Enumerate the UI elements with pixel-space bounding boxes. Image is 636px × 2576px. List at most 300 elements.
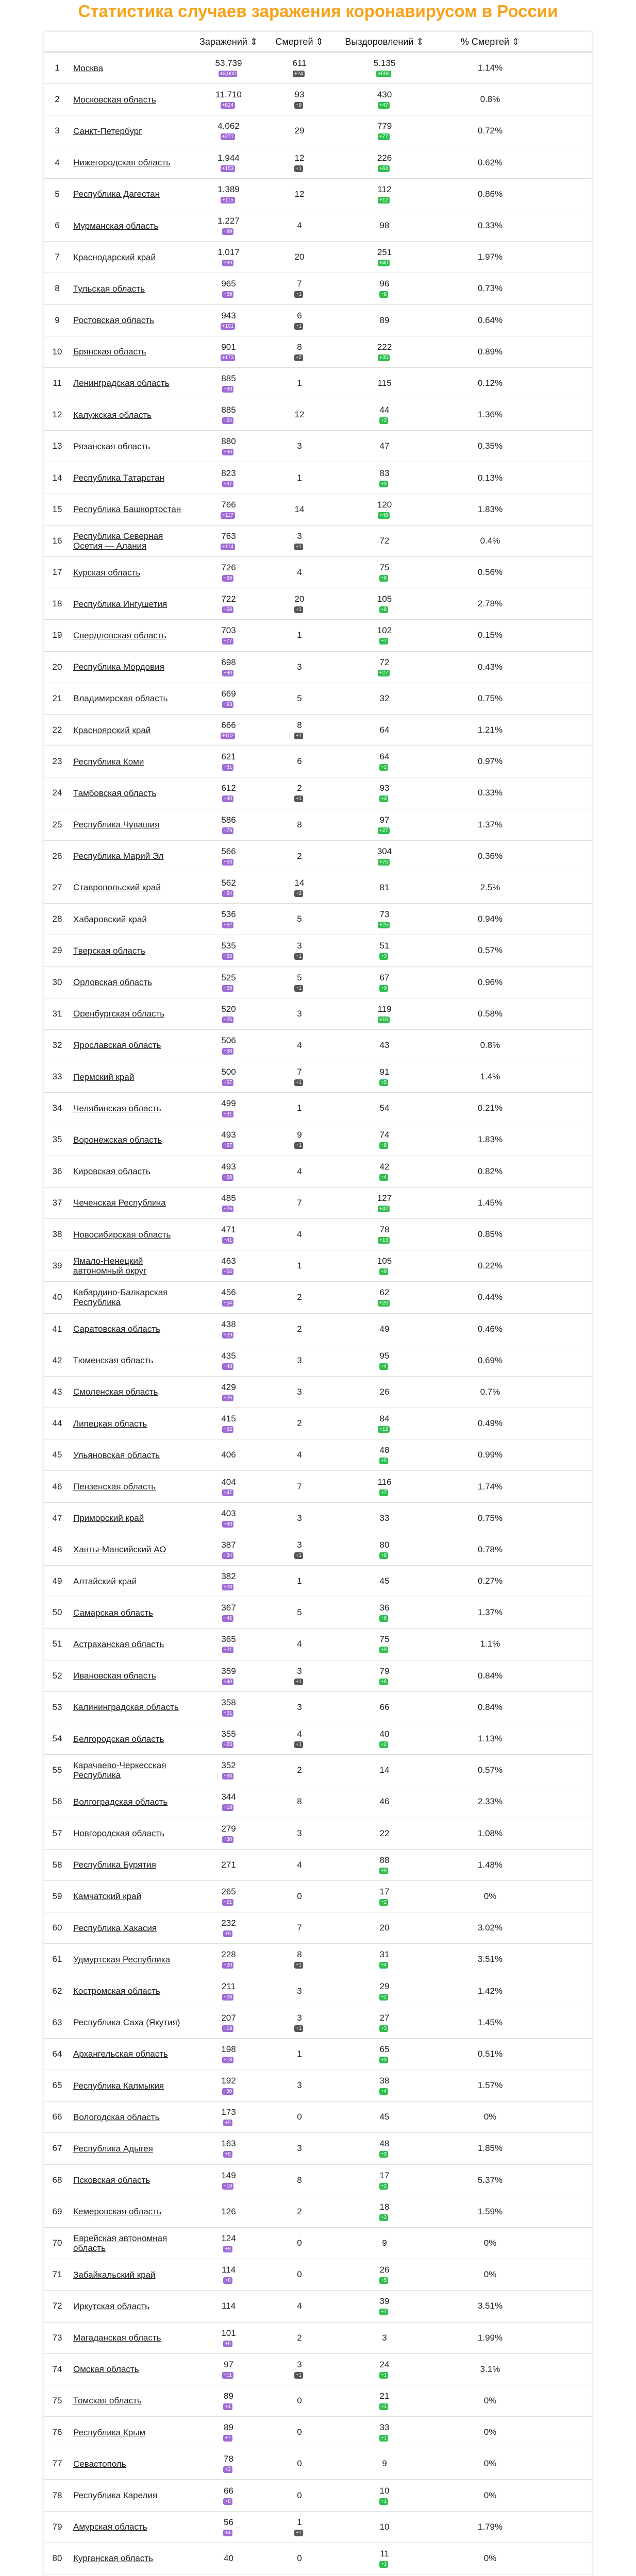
recovered-delta-badge: +8 [379, 291, 388, 298]
cases-cell [189, 273, 269, 304]
recovered-value: 127 [377, 1193, 392, 1203]
region-link[interactable]: Новгородская область [73, 1828, 165, 1839]
region-link[interactable]: Псковская область [73, 2175, 150, 2185]
recovered-delta-badge: +8 [379, 1142, 388, 1149]
cases-cell [189, 147, 269, 178]
region-link[interactable]: Ставропольский край [73, 883, 161, 893]
cases-delta-badge: +41 [222, 1237, 234, 1244]
cases-cell [189, 2512, 269, 2543]
cases-value: 965 [221, 279, 236, 289]
cases-value: 211 [221, 1981, 236, 1991]
cases-delta-badge: +80 [222, 795, 234, 802]
cases-delta-badge: +26 [222, 1395, 234, 1401]
deaths-value: 4 [297, 1229, 302, 1240]
region-link[interactable]: Кировская область [73, 1166, 150, 1177]
row-number: 44 [52, 1418, 62, 1429]
cases-cell [189, 872, 269, 903]
region-link[interactable]: Пензенская область [73, 1482, 156, 1492]
deaths-cell [269, 1850, 330, 1880]
recovered-cell [330, 1219, 439, 1250]
recovered-delta-badge: +4 [379, 1363, 388, 1370]
region-link[interactable]: Приморский край [73, 1513, 144, 1523]
cases-delta-badge: +48 [222, 1363, 234, 1370]
region-link[interactable]: Свердловская область [73, 630, 166, 640]
recovered-delta-badge: +2 [379, 417, 388, 424]
region-link[interactable]: Ивановская область [73, 1671, 156, 1681]
death-pct: 1.97% [477, 252, 503, 262]
region-link[interactable]: Красноярский край [73, 725, 151, 735]
table-row [44, 1786, 592, 1818]
cases-cell [189, 2354, 269, 2385]
region-link[interactable]: Вологодская область [73, 2112, 160, 2122]
table-row [44, 1912, 592, 1944]
deaths-value: 2 [297, 851, 302, 861]
region-link[interactable]: Чеченская Республика [73, 1198, 166, 1208]
deaths-cell [269, 210, 330, 241]
region-link[interactable]: Забайкальский край [73, 2269, 156, 2280]
recovered-value: 222 [377, 342, 392, 352]
region-link[interactable]: Саратовская область [73, 1324, 160, 1334]
table-row [44, 2165, 592, 2196]
recovered-cell [330, 1629, 439, 1659]
region-link[interactable]: Смоленская область [73, 1387, 158, 1397]
deaths-cell [269, 715, 330, 745]
death-pct: 1.14% [477, 63, 503, 73]
table-row [44, 1093, 592, 1124]
region-link[interactable]: Челябинская область [73, 1103, 161, 1113]
region-link[interactable]: Алтайский край [73, 1576, 137, 1586]
deaths-value: 6 [297, 310, 302, 320]
row-number: 14 [52, 472, 62, 483]
region-link[interactable]: Ульяновская область [73, 1450, 160, 1460]
table-row [44, 1030, 592, 1061]
death-pct: 2.33% [477, 1797, 503, 1807]
region-link[interactable]: Самарская область [73, 1607, 154, 1618]
cases-delta-badge: +271 [221, 133, 236, 140]
region-link[interactable]: Орловская область [73, 977, 153, 988]
cases-cell [189, 1408, 269, 1439]
death-pct: 0.21% [477, 1103, 503, 1113]
region-link[interactable]: Нижегородская область [73, 158, 171, 168]
recovered-cell [330, 967, 439, 997]
recovered-value: 48 [379, 2139, 390, 2149]
cases-value: 367 [221, 1603, 236, 1613]
recovered-cell [330, 1660, 439, 1691]
region-link[interactable]: Кемеровская область [73, 2207, 161, 2217]
recovered-value: 83 [379, 468, 390, 478]
recovered-value: 29 [379, 1981, 390, 1991]
cases-value: 404 [221, 1477, 236, 1487]
cases-cell [189, 399, 269, 430]
region-link[interactable]: Еврейская автономная область [73, 2233, 168, 2253]
deaths-value: 2 [297, 1765, 302, 1775]
deaths-cell [269, 305, 330, 336]
deaths-delta-badge: +1 [294, 2530, 303, 2536]
cases-delta-badge: +54 [222, 1268, 234, 1275]
cases-value: 703 [221, 625, 236, 636]
region-link[interactable]: Оренбургская область [73, 1009, 165, 1019]
region-link[interactable]: Омская область [73, 2364, 139, 2375]
deaths-value: 1 [297, 472, 302, 483]
deaths-value: 8 [297, 1797, 302, 1807]
cases-value: 403 [221, 1508, 236, 1518]
table-row [44, 652, 592, 683]
recovered-delta-badge: +7 [379, 638, 388, 645]
region-link[interactable]: Республика Карелия [73, 2490, 158, 2501]
region-link[interactable]: Московская область [73, 94, 156, 105]
deaths-cell [269, 1818, 330, 1849]
deaths-cell [269, 526, 330, 556]
region-link[interactable]: Республика Татарстан [73, 473, 164, 483]
deaths-value: 8 [297, 819, 302, 829]
deaths-cell [269, 1534, 330, 1565]
recovered-delta-badge: +16 [378, 1016, 390, 1023]
recovered-value: 67 [379, 972, 390, 982]
recovered-value: 33 [379, 2422, 390, 2433]
cases-value: 89 [224, 2391, 233, 2401]
region-link[interactable]: Тамбовская область [73, 788, 157, 798]
recovered-delta-badge: +9 [379, 1647, 388, 1653]
cases-value: 471 [221, 1225, 236, 1235]
cases-cell [189, 210, 269, 241]
cases-value: 101 [221, 2328, 236, 2338]
recovered-delta-badge: +3 [379, 953, 388, 960]
recovered-value: 779 [377, 121, 392, 131]
cases-delta-badge: +23 [222, 1741, 234, 1748]
recovered-cell [330, 1723, 439, 1754]
deaths-cell [269, 841, 330, 872]
cases-cell [189, 2291, 269, 2321]
deaths-cell [269, 2259, 330, 2290]
recovered-cell [330, 1503, 439, 1534]
region-link[interactable]: Мурманская область [73, 221, 159, 231]
cases-cell [189, 2133, 269, 2164]
cases-value: 823 [221, 468, 236, 478]
region-link[interactable]: Новосибирская область [73, 1229, 171, 1240]
recovered-cell [330, 462, 439, 493]
region-link[interactable]: Липецкая область [73, 1418, 147, 1429]
deaths-value: 3 [297, 2080, 302, 2091]
deaths-cell [269, 1597, 330, 1628]
cases-value: 358 [221, 1697, 236, 1707]
recovered-cell [330, 998, 439, 1029]
cases-cell [189, 1282, 269, 1313]
deaths-value: 5 [297, 972, 302, 982]
region-link[interactable]: Республика Северная Осетия — Алания [73, 531, 163, 551]
table-row [44, 336, 592, 368]
death-pct: 0.84% [477, 1670, 503, 1681]
death-pct: 0.35% [477, 441, 503, 451]
region-link[interactable]: Астраханская область [73, 1639, 164, 1649]
recovered-cell [330, 1156, 439, 1187]
region-link[interactable]: Удмуртская Республика [73, 1954, 171, 1964]
cases-delta-badge: +46 [222, 1615, 234, 1622]
death-pct: 0.69% [477, 1355, 503, 1365]
table-row [44, 1850, 592, 1881]
deaths-cell [269, 557, 330, 588]
recovered-value: 97 [379, 815, 390, 825]
cases-value: 438 [221, 1319, 236, 1329]
recovered-delta-badge: +1 [379, 2403, 388, 2410]
recovered-cell [330, 210, 439, 241]
death-pct: 0.57% [477, 1765, 503, 1775]
cases-cell [189, 2196, 269, 2227]
deaths-value: 1 [297, 1261, 302, 1271]
death-pct: 1.79% [477, 2521, 503, 2532]
row-number: 58 [52, 1859, 62, 1870]
cases-delta-badge: +69 [222, 291, 234, 298]
recovered-delta-badge: +2 [379, 764, 388, 771]
region-link[interactable]: Хабаровский край [73, 914, 147, 924]
region-link[interactable]: Иркутская область [73, 2301, 150, 2311]
cases-value: 228 [221, 1950, 236, 1960]
table-row [44, 620, 592, 651]
death-pct: 0.96% [477, 977, 503, 987]
recovered-value: 26 [379, 1386, 390, 1397]
recovered-cell [330, 1439, 439, 1470]
deaths-cell [269, 2543, 330, 2574]
row-number: 39 [52, 1261, 62, 1271]
death-pct: 0.75% [477, 1513, 503, 1523]
deaths-value: 1 [297, 1576, 302, 1586]
recovered-cell [330, 2543, 439, 2574]
region-link[interactable]: Республика Чувашия [73, 820, 160, 830]
recovered-value: 112 [377, 184, 392, 194]
region-link[interactable]: Тульская область [73, 283, 145, 294]
row-number: 71 [52, 2269, 62, 2280]
region-link[interactable]: Республика Мордовия [73, 662, 164, 672]
death-pct: 1.4% [480, 1072, 500, 1082]
recovered-value: 116 [377, 1477, 392, 1487]
recovered-cell [330, 935, 439, 966]
cases-value: 722 [221, 594, 236, 604]
region-link[interactable]: Калужская область [73, 410, 152, 420]
table-row [44, 1282, 592, 1313]
region-link[interactable]: Тверская область [73, 945, 146, 956]
cases-cell [189, 1471, 269, 1502]
death-pct: 0.33% [477, 788, 503, 798]
region-link[interactable]: Рязанская область [73, 441, 150, 451]
region-link[interactable]: Республика Башкортостан [73, 504, 181, 515]
deaths-value: 0 [297, 2269, 302, 2280]
cases-delta-badge: +57 [222, 1142, 234, 1149]
death-pct: 0.8% [480, 94, 500, 105]
region-link[interactable]: Ярославская область [73, 1040, 161, 1050]
death-pct: 0.7% [480, 1386, 500, 1397]
deaths-delta-badge: +2 [294, 354, 303, 361]
row-number: 19 [52, 630, 62, 640]
region-link[interactable]: Калининградская область [73, 1702, 179, 1713]
table-row [44, 2259, 592, 2291]
region-link[interactable]: Республика Адыгея [73, 2143, 153, 2154]
region-link[interactable]: Костромская область [73, 1986, 160, 1996]
cases-cell [189, 1250, 269, 1281]
recovered-value: 304 [377, 846, 392, 856]
cases-value: 901 [221, 342, 236, 352]
recovered-value: 22 [379, 1828, 390, 1838]
recovered-cell [330, 1471, 439, 1502]
cases-delta-badge: +54 [222, 890, 234, 897]
cases-value: 11.710 [215, 90, 242, 100]
region-link[interactable]: Тюменская область [73, 1355, 154, 1366]
cases-value: 173 [221, 2107, 236, 2117]
region-link[interactable]: Магаданская область [73, 2333, 161, 2343]
recovered-value: 10 [379, 2521, 390, 2532]
cases-value: 880 [221, 436, 236, 447]
region-link[interactable]: Республика Хакасия [73, 1923, 157, 1933]
deaths-cell [269, 1030, 330, 1061]
region-link[interactable]: Республика Саха (Якутия) [73, 2018, 180, 2028]
recovered-value: 96 [379, 279, 390, 289]
region-link[interactable]: Пермский край [73, 1072, 135, 1082]
recovered-value: 32 [379, 693, 390, 703]
deaths-cell [269, 2512, 330, 2543]
region-link[interactable]: Краснодарский край [73, 252, 156, 262]
region-link[interactable]: Курганская область [73, 2553, 153, 2564]
death-pct: 1.42% [477, 1986, 503, 1996]
recovered-delta-badge: +13 [378, 1237, 390, 1244]
sort-cases-header[interactable]: Заражений ⇕ [199, 36, 258, 47]
recovered-cell [330, 557, 439, 588]
recovered-delta-badge: +40 [378, 260, 390, 266]
region-link[interactable]: Курская область [73, 567, 141, 578]
deaths-cell [269, 1314, 330, 1345]
death-pct: 0.84% [477, 1702, 503, 1712]
cases-value: 536 [221, 909, 236, 920]
cases-cell [189, 2448, 269, 2479]
region-link[interactable]: Республика Коми [73, 756, 144, 767]
region-link[interactable]: Белгородская область [73, 1734, 164, 1744]
table-row [44, 2102, 592, 2133]
recovered-cell [330, 588, 439, 619]
recovered-delta-badge: +35 [378, 354, 390, 361]
row-number: 64 [52, 2048, 62, 2059]
recovered-value: 44 [379, 405, 390, 415]
recovered-value: 89 [379, 315, 390, 325]
death-pct: 0.43% [477, 662, 503, 672]
death-pct: 1.59% [477, 2206, 503, 2216]
death-pct: 1.83% [477, 1134, 503, 1145]
recovered-value: 75 [379, 1634, 390, 1645]
stats-table [44, 32, 592, 2576]
table-row [44, 1471, 592, 1502]
cases-value: 500 [221, 1067, 236, 1077]
region-link[interactable]: Кабардино-Балкарская Республика [73, 1287, 168, 1308]
death-pct: 0.86% [477, 189, 503, 199]
region-link[interactable]: Ямало-Ненецкий автономный округ [73, 1256, 147, 1276]
recovered-value: 3 [382, 2332, 387, 2343]
death-pct: 0.97% [477, 756, 503, 767]
region-link[interactable]: Республика Крым [73, 2427, 146, 2437]
cases-cell [189, 1439, 269, 1470]
death-pct: 0.73% [477, 283, 503, 294]
cases-delta-badge: +117 [221, 512, 235, 519]
cases-value: 66 [224, 2485, 233, 2496]
recovered-cell [330, 53, 439, 83]
recovered-delta-badge: +2 [379, 2183, 388, 2190]
deaths-cell [269, 2133, 330, 2164]
deaths-cell [269, 2448, 330, 2479]
table-row [44, 431, 592, 462]
region-link[interactable]: Санкт-Петербург [73, 126, 142, 136]
recovered-value: 42 [379, 1161, 390, 1172]
death-pct: 1.21% [477, 725, 503, 735]
region-link[interactable]: Ростовская область [73, 315, 155, 326]
deaths-cell [269, 2323, 330, 2353]
row-number: 11 [53, 378, 62, 388]
region-link[interactable]: Владимирская область [73, 693, 168, 704]
region-link[interactable]: Брянская область [73, 347, 146, 357]
deaths-delta-badge: +1 [294, 165, 303, 172]
recovered-delta-badge: +9 [379, 985, 388, 992]
region-link[interactable]: Архангельская область [73, 2049, 168, 2059]
region-link[interactable]: Томская область [73, 2396, 142, 2406]
cases-cell [189, 1061, 269, 1092]
deaths-cell [269, 1439, 330, 1470]
region-link[interactable]: Воронежская область [73, 1134, 162, 1145]
deaths-cell [269, 777, 330, 808]
region-link[interactable]: Амурская область [73, 2522, 147, 2532]
table-row [44, 2070, 592, 2102]
row-number: 26 [52, 851, 62, 861]
recovered-cell [330, 2448, 439, 2479]
sort-death-pct-header[interactable]: % Смертей ⇕ [460, 36, 520, 47]
region-link[interactable]: Москва [73, 63, 104, 73]
region-link[interactable]: Волгоградская область [73, 1797, 168, 1807]
row-number: 38 [52, 1229, 62, 1240]
cases-value: 763 [221, 531, 236, 541]
region-link[interactable]: Республика Марий Эл [73, 851, 164, 861]
recovered-cell [330, 683, 439, 714]
sort-recovered-header[interactable]: Выздоровлений ⇕ [345, 36, 424, 47]
cases-value: 485 [221, 1193, 236, 1203]
cases-cell [189, 809, 269, 840]
cases-delta-badge: +21 [222, 1647, 234, 1653]
recovered-cell [330, 368, 439, 399]
recovered-value: 430 [377, 90, 392, 100]
table-row [44, 2512, 592, 2543]
region-link[interactable]: Республика Бурятия [73, 1860, 156, 1870]
region-link[interactable]: Камчатский край [73, 1891, 142, 1902]
deaths-value: 8 [297, 1950, 302, 1960]
region-link[interactable]: Севастополь [73, 2459, 126, 2469]
cases-cell [189, 53, 269, 83]
region-link[interactable]: Ленинградская область [73, 378, 170, 388]
sort-deaths-header[interactable]: Смертей ⇕ [275, 36, 324, 47]
cases-value: 520 [221, 1004, 236, 1014]
region-link[interactable]: Карачаево-Черкесская Республика [73, 1760, 166, 1781]
region-link[interactable]: Ханты-Мансийский АО [73, 1545, 166, 1555]
death-pct: 1.45% [477, 1197, 503, 1208]
death-pct: 3.02% [477, 1923, 503, 1933]
row-number: 28 [52, 914, 62, 924]
region-link[interactable]: Республика Ингушетия [73, 599, 168, 609]
deaths-cell [269, 2385, 330, 2416]
cases-delta-badge: +19 [222, 2025, 234, 2032]
table-row [44, 715, 592, 746]
cases-cell [189, 2417, 269, 2448]
cases-value: 97 [224, 2359, 233, 2369]
recovered-cell [330, 1818, 439, 1849]
region-link[interactable]: Республика Калмыкия [73, 2080, 164, 2091]
deaths-value: 3 [297, 662, 302, 672]
deaths-value: 0 [297, 1891, 302, 1901]
region-link[interactable]: Республика Дагестан [73, 189, 160, 199]
cases-cell [189, 1566, 269, 1597]
cases-cell [189, 1723, 269, 1754]
cases-cell [189, 1219, 269, 1250]
deaths-cell [269, 998, 330, 1029]
